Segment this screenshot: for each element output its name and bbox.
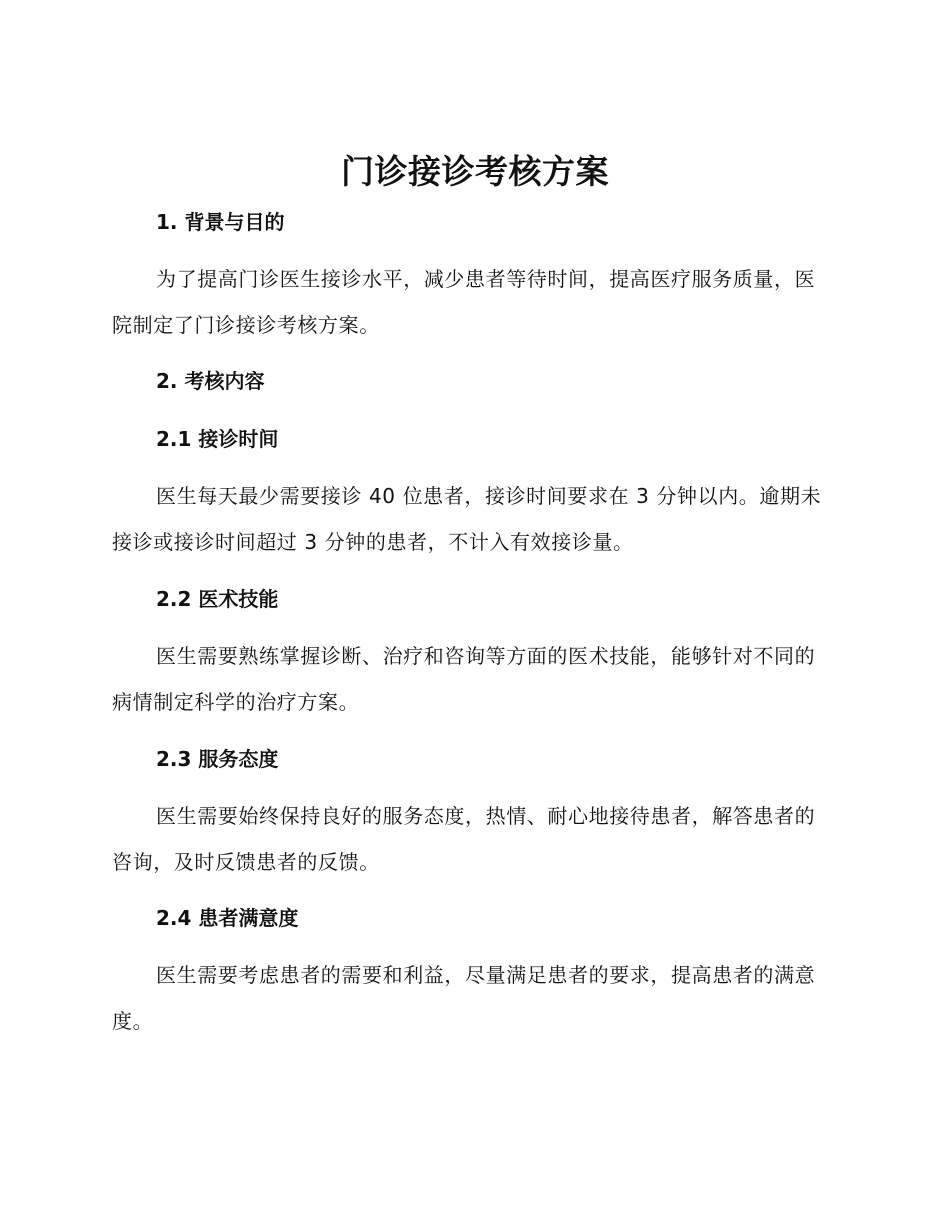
section-heading-satisfaction: 2.4 患者满意度	[156, 906, 299, 930]
document-title: 门诊接诊考核方案	[341, 152, 609, 191]
section-text-skill: 医生需要熟练掌握诊断、治疗和咨询等方面的医术技能，能够针对不同的病情制定科学的治疗方案。	[112, 644, 816, 714]
section-heading-content: 2. 考核内容	[156, 369, 265, 393]
section-heading-background: 1. 背景与目的	[156, 210, 285, 234]
section-text-time: 医生每天最少需要接诊 40 位患者，接诊时间要求在 3 分钟以内。逾期未接诊或接诊时间超过 3 分钟的患者，不计入有效接诊量。	[112, 484, 822, 554]
section-text-background: 为了提高门诊医生接诊水平，减少患者等待时间，提高医疗服务质量，医院制定了门诊接诊考核方案。	[112, 267, 816, 337]
section-heading-skill: 2.2 医术技能	[156, 587, 279, 611]
section-heading-time: 2.1 接诊时间	[156, 427, 279, 451]
section-text-service: 医生需要始终保持良好的服务态度，热情、耐心地接待患者，解答患者的咨询，及时反馈患者的反馈。	[112, 804, 816, 874]
section-heading-service: 2.3 服务态度	[156, 747, 279, 771]
section-text-satisfaction: 医生需要考虑患者的需要和利益，尽量满足患者的要求，提高患者的满意度。	[112, 963, 816, 1033]
